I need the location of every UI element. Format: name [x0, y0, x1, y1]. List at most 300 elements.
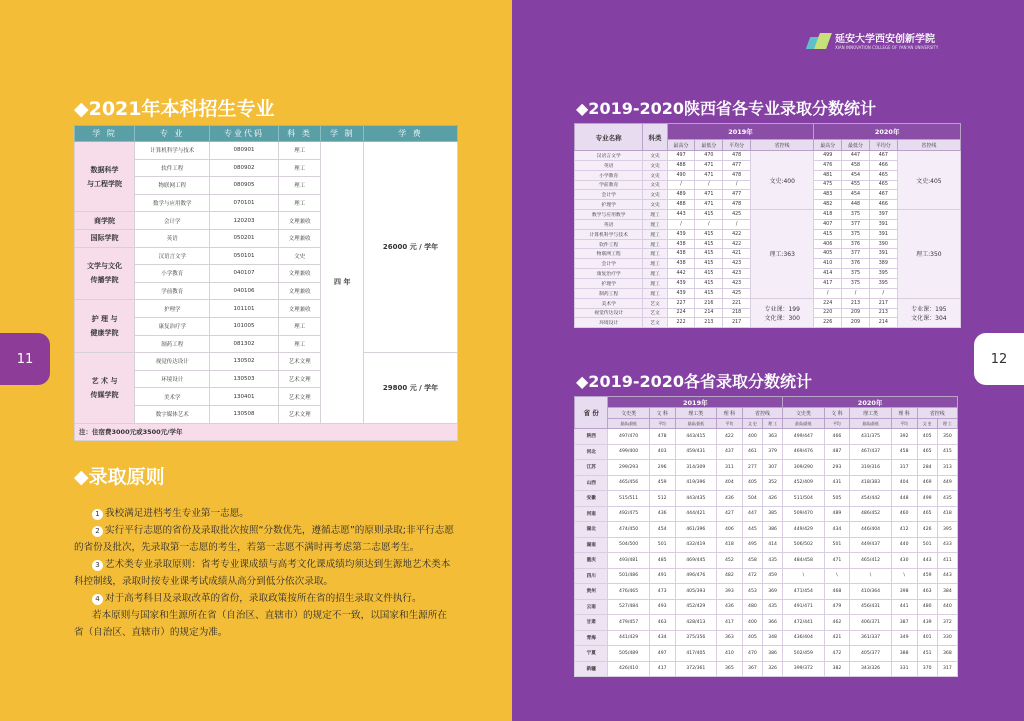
major-name: 物联网工程 [135, 177, 210, 195]
score-cell: 493/481 [608, 553, 649, 569]
header-sub: 平均分 [723, 140, 751, 151]
province-name: 重庆 [575, 553, 608, 569]
header-sub: 最低分 [842, 140, 870, 151]
score-cell: 499 [917, 491, 937, 507]
province-name: 青海 [575, 630, 608, 646]
page-number-right: 12 [974, 333, 1024, 385]
principle-text: 艺术类专业录取原则：省考专业课成绩与高考文化课成绩均须达到生源地艺术类本科控制线，录取时按专业课考试成绩从高分到低分依次录取。 [74, 559, 451, 587]
section-title-shaanxi-scores: ◆2019-2020陕西省各专业录取分数统计 [576, 99, 877, 118]
principle-item [74, 590, 454, 607]
major-name: 英语 [575, 160, 643, 170]
majors-table-body [75, 142, 458, 441]
major-name: 软件工程 [135, 159, 210, 177]
score-cell: 384 [937, 584, 957, 600]
score-cell: 492/475 [608, 506, 649, 522]
score-cell: 461 [742, 444, 762, 460]
score-cell: 293 [824, 460, 850, 476]
score-cell: 436/404 [783, 630, 824, 646]
score-cell: 456/431 [850, 599, 891, 615]
score-cell: 368 [937, 646, 957, 662]
score-2019: 488 [667, 160, 695, 170]
major-name: 环境设计 [575, 318, 643, 328]
header-row [575, 124, 961, 140]
header-group: 文 科 [824, 408, 850, 419]
score-cell: 445 [742, 522, 762, 538]
score-cell: 393 [716, 584, 742, 600]
header-sub: 文 史 [917, 419, 937, 429]
score-2020: 391 [869, 249, 897, 259]
score-cell: 411 [937, 553, 957, 569]
score-cell: 435 [763, 599, 783, 615]
major-type: 文史 [643, 151, 667, 161]
score-2019: / [667, 180, 695, 190]
score-cell: 406/371 [850, 615, 891, 631]
major-category: 文理兼收 [278, 212, 321, 230]
score-cell: 497/470 [608, 429, 649, 445]
major-type: 艺文 [643, 318, 667, 328]
shaanxi-table-header [575, 124, 961, 151]
score-cell: 317 [937, 661, 957, 677]
score-cell: 509/470 [783, 506, 824, 522]
major-name: 英语 [575, 219, 643, 229]
header-sub: 理 工 [763, 419, 783, 429]
score-cell: 501 [917, 537, 937, 553]
score-cell: 398 [891, 584, 917, 600]
control-line-2020-art-major: 专业课：195 [911, 305, 947, 313]
score-2020: 214 [869, 318, 897, 328]
score-cell: 440 [891, 537, 917, 553]
major-code: 130401 [210, 388, 278, 406]
score-cell: 470 [742, 646, 762, 662]
score-cell: 467/437 [850, 444, 891, 460]
score-cell: 433 [937, 537, 957, 553]
score-cell: 400 [742, 429, 762, 445]
score-2020: 417 [814, 278, 842, 288]
score-cell: 352 [763, 475, 783, 491]
province-name: 湖南 [575, 537, 608, 553]
major-name: 小学教育 [575, 170, 643, 180]
province-name: 甘肃 [575, 615, 608, 631]
college-name [75, 247, 135, 300]
score-cell: 487 [824, 444, 850, 460]
score-cell: 317 [891, 460, 917, 476]
score-cell: 474/450 [608, 522, 649, 538]
section-title-province-scores: ◆2019-2020各省录取分数统计 [576, 372, 813, 391]
score-2019: 227 [667, 298, 695, 308]
score-cell: 350 [937, 429, 957, 445]
tuition-fee-group2: 29800 元 / 学年 [364, 353, 458, 423]
major-code: 120203 [210, 212, 278, 230]
table-row [575, 429, 958, 445]
score-cell: 511/504 [783, 491, 824, 507]
score-cell: 499/400 [608, 444, 649, 460]
major-type: 理工 [643, 229, 667, 239]
major-type: 文史 [643, 170, 667, 180]
college-name [75, 212, 135, 230]
score-cell: 405 [742, 475, 762, 491]
score-cell: 459/431 [675, 444, 716, 460]
score-cell: 486/452 [850, 506, 891, 522]
score-2020: 375 [842, 210, 870, 220]
major-category: 理工 [278, 159, 321, 177]
score-2019: 415 [695, 278, 723, 288]
score-2019: 439 [667, 229, 695, 239]
score-2020: 397 [869, 210, 897, 220]
score-2020: 447 [842, 151, 870, 161]
score-2019: 471 [695, 160, 723, 170]
score-2020: 209 [842, 308, 870, 318]
score-2020: 226 [814, 318, 842, 328]
header-sub: 最高/最低 [608, 419, 649, 429]
score-2019: 415 [695, 229, 723, 239]
score-cell: 404 [891, 475, 917, 491]
college-name-line1: 文学与文化 [87, 262, 123, 271]
principle-number-badge: 2 [92, 526, 103, 537]
major-code: 050101 [210, 247, 278, 265]
score-2020: 209 [842, 318, 870, 328]
score-cell: 436 [716, 491, 742, 507]
major-category: 艺术文理 [278, 370, 321, 388]
score-cell: 460 [891, 506, 917, 522]
score-cell: 501 [824, 537, 850, 553]
study-duration: 四 年 [321, 142, 364, 424]
score-2020: 483 [814, 190, 842, 200]
table-row [575, 210, 961, 220]
major-code: 101101 [210, 300, 278, 318]
score-cell: 375/356 [675, 630, 716, 646]
college-name-line1: 商学院 [94, 216, 116, 225]
score-cell: 493 [649, 599, 675, 615]
score-2019: / [723, 219, 751, 229]
score-cell: 449/429 [783, 522, 824, 538]
table-row [575, 151, 961, 161]
score-2019: / [723, 180, 751, 190]
major-name: 护理学 [135, 300, 210, 318]
table-row [575, 553, 958, 569]
score-cell: 372 [937, 615, 957, 631]
major-name: 护理学 [575, 278, 643, 288]
score-cell: 469/476 [783, 444, 824, 460]
header-sub: 平均 [649, 419, 675, 429]
score-cell: 443/435 [675, 491, 716, 507]
score-cell: 388 [891, 646, 917, 662]
header-group: 理 科 [716, 408, 742, 419]
score-cell: 319/316 [850, 460, 891, 476]
shaanxi-scores-table [574, 123, 961, 328]
table-row [575, 599, 958, 615]
major-name: 环境设计 [135, 370, 210, 388]
major-name: 美术学 [135, 388, 210, 406]
major-type: 文史 [643, 200, 667, 210]
score-2020: 224 [814, 298, 842, 308]
score-cell: 473 [649, 584, 675, 600]
score-cell: 365 [716, 661, 742, 677]
score-2019: 438 [667, 239, 695, 249]
score-2020: 391 [869, 219, 897, 229]
table-row [575, 506, 958, 522]
principle-item [74, 522, 454, 556]
principle-item [74, 505, 454, 522]
score-cell: 386 [763, 646, 783, 662]
table-row [575, 460, 958, 476]
major-name: 视觉传达设计 [135, 353, 210, 371]
score-2019: 425 [723, 210, 751, 220]
admission-principles [74, 505, 454, 641]
major-code: 080905 [210, 177, 278, 195]
score-2020: 220 [814, 308, 842, 318]
score-cell: \ [783, 568, 824, 584]
table-row [575, 444, 958, 460]
major-name: 数学与应用数学 [575, 210, 643, 220]
header-group: 理 科 [891, 408, 917, 419]
header-sub: 文 史 [742, 419, 762, 429]
score-2019: 471 [695, 170, 723, 180]
control-line-2019-art-culture: 文化课：300 [764, 314, 800, 322]
score-cell: 454/442 [850, 491, 891, 507]
table-row [575, 537, 958, 553]
major-name: 会计学 [135, 212, 210, 230]
score-cell: 372/361 [675, 661, 716, 677]
score-2020: 458 [842, 160, 870, 170]
score-cell: 428/413 [675, 615, 716, 631]
score-cell: 406 [716, 522, 742, 538]
major-name: 会计学 [575, 190, 643, 200]
score-2019: 478 [723, 170, 751, 180]
score-cell: 405/377 [850, 646, 891, 662]
major-type: 理工 [643, 249, 667, 259]
major-type: 理工 [643, 259, 667, 269]
score-cell: 363 [763, 429, 783, 445]
major-code: 130502 [210, 353, 278, 371]
province-name: 宁夏 [575, 646, 608, 662]
score-cell: 491/471 [783, 599, 824, 615]
score-2020: 499 [814, 151, 842, 161]
score-cell: 366 [763, 615, 783, 631]
major-name: 视觉传达设计 [575, 308, 643, 318]
score-2019: 478 [723, 200, 751, 210]
score-cell: 469/445 [675, 553, 716, 569]
score-cell: 432/419 [675, 537, 716, 553]
score-2020: 410 [814, 259, 842, 269]
major-name: 康复治疗学 [135, 317, 210, 335]
score-cell: 480 [917, 599, 937, 615]
header-sub: 平均 [891, 419, 917, 429]
score-cell: 440 [937, 599, 957, 615]
score-cell: 405/393 [675, 584, 716, 600]
score-cell: 410 [716, 646, 742, 662]
score-cell: 484/458 [783, 553, 824, 569]
score-cell: 386 [763, 522, 783, 538]
major-code: 081302 [210, 335, 278, 353]
score-cell: 296 [649, 460, 675, 476]
score-cell: 314/309 [675, 460, 716, 476]
score-cell: 299/293 [608, 460, 649, 476]
header-row [75, 126, 458, 142]
score-cell: 419/396 [675, 475, 716, 491]
score-cell: 392 [891, 429, 917, 445]
header-year-2019: 2019年 [667, 124, 814, 140]
score-2019: / [695, 219, 723, 229]
major-type: 文史 [643, 190, 667, 200]
score-2020: 407 [814, 219, 842, 229]
score-cell: 458 [742, 553, 762, 569]
score-2020: 455 [842, 180, 870, 190]
score-cell: 439 [917, 615, 937, 631]
score-cell: 400 [742, 615, 762, 631]
header-sub: 最低分 [695, 140, 723, 151]
score-2020: 448 [842, 200, 870, 210]
control-line-2020 [897, 298, 960, 328]
college-name-line2: 与工程学院 [87, 179, 123, 188]
province-table-header [575, 397, 958, 429]
score-2020: 476 [814, 160, 842, 170]
score-cell: 451 [917, 646, 937, 662]
score-2019: 438 [667, 249, 695, 259]
header-row [575, 408, 958, 419]
score-2020: 454 [842, 170, 870, 180]
major-name: 软件工程 [575, 239, 643, 249]
header-sub: 省控线 [751, 140, 814, 151]
major-type: 艺文 [643, 298, 667, 308]
score-cell: 307 [763, 460, 783, 476]
score-2020: 375 [842, 269, 870, 279]
major-category: 理工 [278, 142, 321, 160]
logo-name-en: XIAN INNOVATION COLLEGE OF YAN'AN UNIVERSITY [835, 45, 939, 50]
province-name: 湖北 [575, 522, 608, 538]
province-name: 贵州 [575, 584, 608, 600]
province-table-body [575, 429, 958, 677]
score-cell: 465/456 [608, 475, 649, 491]
header-sub: 最高分 [814, 140, 842, 151]
major-type: 文史 [643, 160, 667, 170]
score-2020: 466 [869, 200, 897, 210]
header-sub: 最高/最低 [783, 419, 824, 429]
table-row [575, 491, 958, 507]
score-2019: 218 [723, 308, 751, 318]
shaanxi-table-body [575, 151, 961, 328]
score-cell: 434 [649, 630, 675, 646]
score-2019: 438 [667, 259, 695, 269]
college-name-line2: 传媒学院 [90, 390, 119, 399]
major-type: 艺文 [643, 308, 667, 318]
major-type: 理工 [643, 288, 667, 298]
principle-text: 若本原则与国家和生源所在省（自治区、直辖市）的规定不一致，以国家和生源所在省（自治区、直辖市）的规定为准。 [74, 610, 447, 638]
score-2020: 466 [869, 160, 897, 170]
score-cell: 447 [742, 506, 762, 522]
province-name: 江苏 [575, 460, 608, 476]
major-category: 艺术文理 [278, 353, 321, 371]
score-cell: 417/405 [675, 646, 716, 662]
province-name: 陕西 [575, 429, 608, 445]
score-cell: 395 [937, 522, 957, 538]
major-category: 文理兼收 [278, 229, 321, 247]
major-name: 学前教育 [135, 282, 210, 300]
score-2019: 443 [667, 210, 695, 220]
majors-table [74, 125, 458, 441]
major-code: 130503 [210, 370, 278, 388]
major-category: 文理兼收 [278, 265, 321, 283]
score-2020: 467 [869, 151, 897, 161]
score-cell: 311 [716, 460, 742, 476]
college-name [75, 300, 135, 353]
score-cell: \ [891, 568, 917, 584]
header-group: 省控线 [917, 408, 957, 419]
score-cell: 482 [716, 568, 742, 584]
score-cell: 468 [824, 584, 850, 600]
college-name-line1: 艺 术 与 [91, 376, 118, 385]
header-sub: 平均分 [869, 140, 897, 151]
header-row [575, 397, 958, 408]
college-name [75, 229, 135, 247]
header-major: 专业名称 [575, 124, 643, 151]
score-2019: 222 [667, 318, 695, 328]
table-row [575, 568, 958, 584]
score-2019: 224 [667, 308, 695, 318]
control-line-2019: 文史:400 [751, 151, 814, 210]
score-cell: 505/489 [608, 646, 649, 662]
score-cell: 412 [891, 522, 917, 538]
score-cell: 426/410 [608, 661, 649, 677]
major-type: 文史 [643, 180, 667, 190]
score-cell: 434 [824, 522, 850, 538]
score-cell: 476/465 [608, 584, 649, 600]
score-cell: 370 [917, 661, 937, 677]
score-cell: 472 [742, 568, 762, 584]
score-2020: 454 [842, 190, 870, 200]
province-name: 新疆 [575, 661, 608, 677]
score-2019: 213 [695, 318, 723, 328]
score-cell: 379 [763, 444, 783, 460]
score-cell: 471 [824, 553, 850, 569]
score-2020: / [814, 288, 842, 298]
score-cell: 348 [763, 630, 783, 646]
score-cell: 491 [649, 568, 675, 584]
score-2019: / [667, 219, 695, 229]
province-name: 云南 [575, 599, 608, 615]
college-name-line2: 健康学院 [90, 329, 119, 338]
header-sub: 理 工 [937, 419, 957, 429]
major-code: 070101 [210, 194, 278, 212]
major-name: 会计学 [575, 259, 643, 269]
score-cell: 479 [824, 599, 850, 615]
score-2019: 471 [695, 200, 723, 210]
major-name: 制药工程 [135, 335, 210, 353]
score-2020: 375 [842, 278, 870, 288]
score-cell: 403 [649, 444, 675, 460]
score-cell: 443/415 [675, 429, 716, 445]
score-cell: 480 [742, 599, 762, 615]
score-cell: 417 [716, 615, 742, 631]
score-cell: 309/290 [783, 460, 824, 476]
score-cell: 465/412 [850, 553, 891, 569]
score-2020: 213 [842, 298, 870, 308]
score-cell: 444/421 [675, 506, 716, 522]
score-cell: 453 [742, 584, 762, 600]
major-category: 理工 [278, 177, 321, 195]
score-cell: 361/337 [850, 630, 891, 646]
score-cell: 465 [917, 444, 937, 460]
table-row [575, 646, 958, 662]
table-row [575, 615, 958, 631]
score-cell: 459 [917, 568, 937, 584]
score-cell: 422 [716, 429, 742, 445]
score-cell: 501 [649, 537, 675, 553]
major-name: 护理学 [575, 200, 643, 210]
score-cell: 382 [824, 661, 850, 677]
major-name: 小学教育 [135, 265, 210, 283]
score-cell: 485 [649, 553, 675, 569]
control-line-2020: 文史:405 [897, 151, 960, 210]
